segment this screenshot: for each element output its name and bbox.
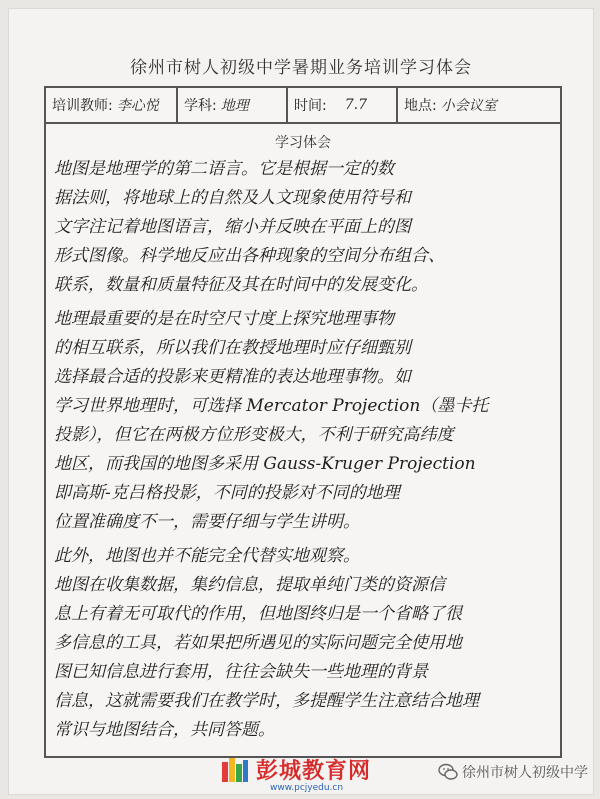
text-line: 图已知信息进行套用，往往会缺失一些地理的背景 [54,662,428,682]
document-title: 徐州市树人初级中学暑期业务培训学习体会 [130,58,472,78]
teacher-cell [46,88,178,122]
text-line: 文字注记着地图语言，缩小并反映在平面上的图 [54,217,411,237]
text-line: 多信息的工具，若如果把所遇见的实际问题完全使用地 [54,633,462,653]
text-line: 据法则，将地球上的自然及人文现象使用符号和 [54,188,411,208]
paper [8,8,594,795]
subject-cell [178,88,288,122]
site-url: www.pcjyedu.cn [270,783,344,793]
account-name: 徐州市树人初级中学 [462,765,588,781]
wechat-account [438,762,588,782]
text-line: 联系，数量和质量特征及其在时间中的发展变化。 [54,275,428,295]
training-form [44,86,562,758]
site-brand: 彭城教育网 [256,758,372,784]
text-line: 位置准确度不一，需要仔细与学生讲明。 [54,512,360,532]
time-value: 7.7 [344,97,367,113]
subject-value: 地理 [220,98,249,114]
time-label: 时间: [294,98,327,114]
text-line: 即高斯-克吕格投影，不同的投影对不同的地理 [54,483,400,503]
text-line: 信息，这就需要我们在教学时，多提醒学生注意结合地理 [54,691,479,711]
text-line: 地图在收集数据，集约信息，提取单纯门类的资源信 [54,575,445,595]
site-watermark [220,752,371,786]
text-line: 息上有着无可取代的作用，但地图终归是一个省略了很 [54,604,462,624]
text-line: 选择最合适的投影来更精准的表达地理事物。如 [54,367,411,387]
text-line: 投影），但它在两极方位形变极大，不利于研究高纬度 [54,425,454,445]
text-line: 地理最重要的是在时空尺寸度上探究地理事物 [54,309,394,329]
handwritten-body [54,154,552,746]
teacher-value: 李心悦 [116,98,159,114]
text-line: 学习世界地理时，可选择 Mercator Projection（墨卡托 [54,396,489,416]
subject-label: 学科: [184,98,217,114]
time-cell [288,88,398,122]
teacher-label: 培训教师: [52,98,113,114]
place-label: 地点: [404,98,437,114]
text-line: 地区，而我国的地图多采用 Gauss-Kruger Projection [54,454,476,474]
text-line: 形式图像。科学地反应出各种现象的空间分布组合、 [54,246,445,266]
text-line: 的相互联系，所以我们在教授地理时应仔细甄别 [54,338,411,358]
text-line: 此外，地图也并不能完全代替实地观察。 [54,546,360,566]
books-icon [220,754,250,784]
section-title: 学习体会 [275,135,331,151]
place-cell [398,88,560,122]
text-line: 地图是地理学的第二语言。它是根据一定的数 [54,159,394,179]
form-header [46,88,560,124]
wechat-icon [438,762,458,782]
place-value: 小会议室 [440,98,497,114]
text-line: 常识与地图结合，共同答题。 [54,720,275,740]
